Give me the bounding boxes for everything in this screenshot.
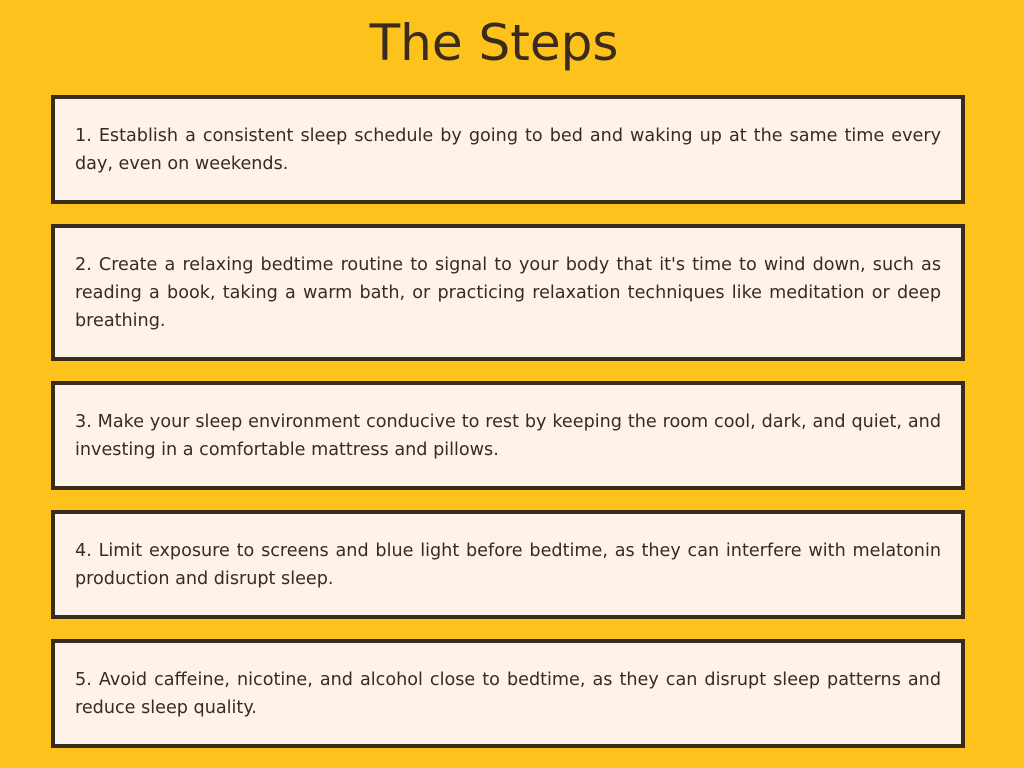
step-text-5: 5. Avoid caffeine, nicotine, and alcohol close to bedtime, as they can disrupt sleep patterns and reduce sleep quality. xyxy=(75,669,941,718)
step-text-2: 2. Create a relaxing bedtime routine to signal to your body that it's time to wind down, such as reading a book, taking a warm bath, or practicing relaxation techniques like meditation or deep breathing. xyxy=(75,254,941,331)
step-card-2 xyxy=(51,224,965,361)
step-card-3 xyxy=(51,381,965,490)
step-text-1: 1. Establish a consistent sleep schedule by going to bed and waking up at the same time every day, even on weekends. xyxy=(75,125,941,174)
page-title: The Steps xyxy=(369,14,619,72)
step-card-5 xyxy=(51,639,965,748)
step-card-4 xyxy=(51,510,965,619)
step-text-3: 3. Make your sleep environment conducive to rest by keeping the room cool, dark, and quiet, and investing in a comfortable mattress and pillows. xyxy=(75,411,941,460)
step-text-4: 4. Limit exposure to screens and blue light before bedtime, as they can interfere with melatonin production and disrupt sleep. xyxy=(75,540,941,589)
step-card-1 xyxy=(51,95,965,204)
